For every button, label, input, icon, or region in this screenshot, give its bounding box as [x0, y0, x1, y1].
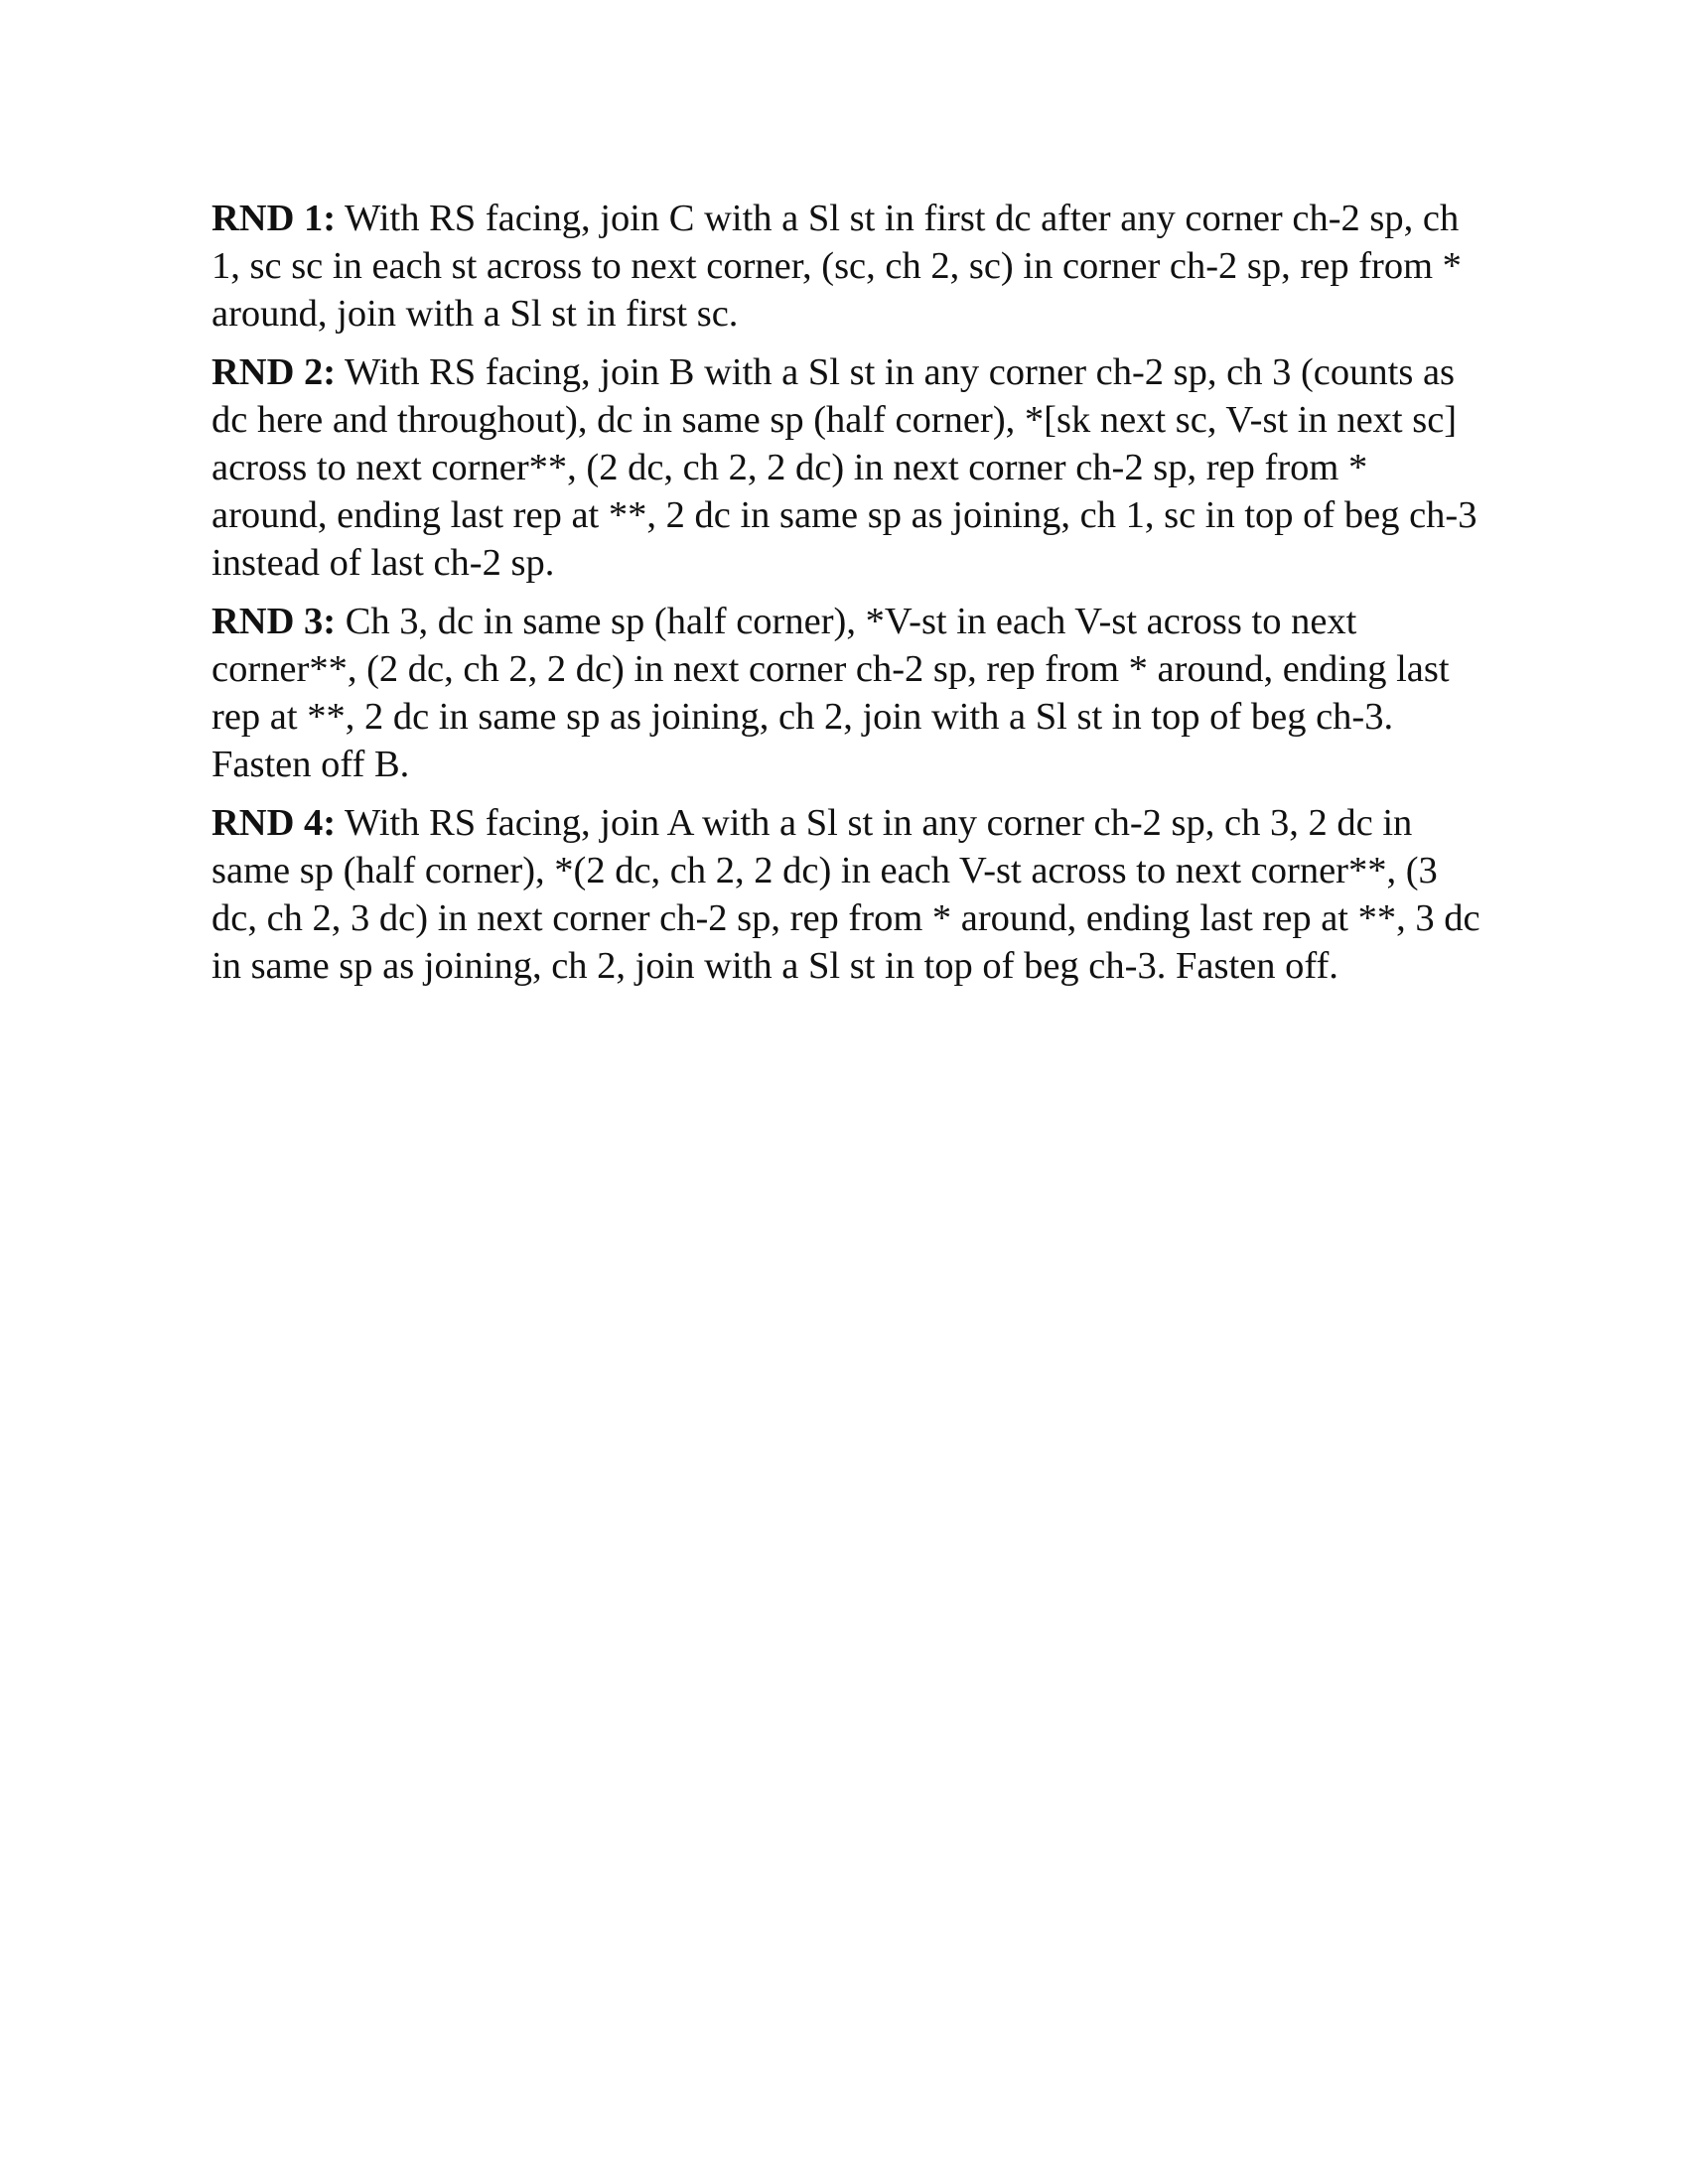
- round-4-paragraph: [211, 799, 1482, 990]
- pattern-instructions: [211, 195, 1482, 1001]
- round-2-paragraph: [211, 348, 1482, 587]
- round-3-paragraph: [211, 598, 1482, 788]
- round-3-label: RND 3:: [211, 601, 337, 642]
- round-2-text: With RS facing, join B with a Sl st in any corner ch-2 sp, ch 3 (counts as dc here and throughout), dc in same sp (half corner), *[sk next sc, V-st in next sc] across to next corner**, (2 dc, ch 2, 2 dc) in next corner ch-2 sp, rep from * around, ending last rep at **, 2 dc in same sp as joining, ch 1, sc in top of beg ch-3 instead of last ch-2 sp.: [211, 351, 1477, 584]
- round-1-label: RND 1:: [211, 198, 337, 239]
- round-2-label: RND 2:: [211, 351, 337, 393]
- round-4-label: RND 4:: [211, 802, 337, 844]
- round-4-text: With RS facing, join A with a Sl st in any corner ch-2 sp, ch 3, 2 dc in same sp (half corner), *(2 dc, ch 2, 2 dc) in each V-st across to next corner**, (3 dc, ch 2, 3 dc) in next corner ch-2 sp, rep from * around, ending last rep at **, 3 dc in same sp as joining, ch 2, join with a Sl st in top of beg ch-3. Fasten off.: [211, 802, 1480, 987]
- round-3-text: Ch 3, dc in same sp (half corner), *V-st in each V-st across to next corner**, (2 dc, ch 2, 2 dc) in next corner ch-2 sp, rep from * around, ending last rep at **, 2 dc in same sp as joining, ch 2, join with a Sl st in top of beg ch-3. Fasten off B.: [211, 601, 1450, 785]
- round-1-text: With RS facing, join C with a Sl st in first dc after any corner ch-2 sp, ch 1, sc sc in each st across to next corner, (sc, ch 2, sc) in corner ch-2 sp, rep from * around, join with a Sl st in first sc.: [211, 198, 1462, 335]
- round-1-paragraph: [211, 195, 1482, 338]
